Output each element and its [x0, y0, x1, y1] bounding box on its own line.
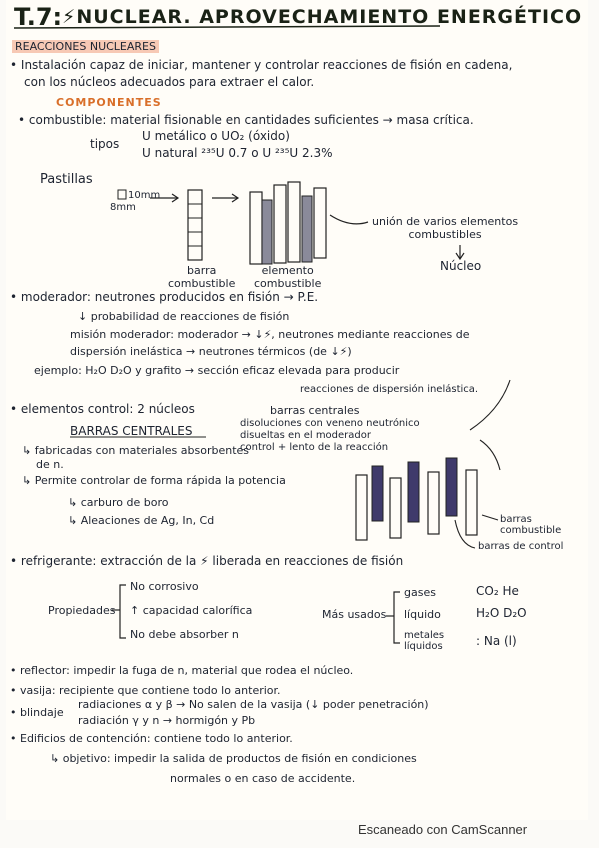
camscanner-footer: Escaneado con CamScanner [358, 822, 528, 837]
elemento-combustible-label: elemento combustible [254, 264, 322, 290]
barras-fabricadas-2: de n. [36, 458, 64, 471]
gases-label: gases [404, 586, 436, 599]
moderador-ejemplo2: reacciones de dispersión inelástica. [300, 384, 479, 395]
moderador-ejemplo: ejemplo: H₂O D₂O y grafito → sección eficaz elevada para producir [34, 364, 400, 377]
metales-values: : Na (l) [476, 634, 517, 648]
control-line1: • elementos control: 2 núcleos [10, 402, 195, 416]
barras-combustible-label: barras combustible [500, 514, 562, 536]
section-heading-reacciones: REACCIONES NUCLEARES [12, 40, 159, 53]
moderador-line3: misión moderador: moderador → ↓⚡, neutrones mediante reacciones de [70, 328, 470, 341]
tipo-2: U natural ²³⁵U 0.7 o U ²³⁵U 2.3% [142, 146, 333, 160]
gases-values: CO₂ He [476, 584, 519, 598]
propiedad-1: No corrosivo [130, 580, 199, 593]
metales-label: metales líquidos [404, 630, 445, 652]
reflector-line: • reflector: impedir la fuga de n, material que rodea el núcleo. [10, 664, 353, 677]
blindaje-line2: radiación γ y n → hormigón y Pb [78, 714, 256, 727]
barras-control-label: barras de control [478, 541, 564, 552]
combustible-line: • combustible: material fisionable en cantidades suficientes → masa crítica. [18, 113, 474, 127]
pellet-dim-2: 8mm [110, 202, 136, 213]
reacciones-line2: con los núcleos adecuados para extraer el calor. [24, 75, 315, 89]
propiedad-3: No debe absorber n [130, 628, 239, 641]
reacciones-line1: • Instalación capaz de iniciar, mantener y controlar reacciones de fisión en cadena, [10, 58, 512, 72]
barras-carburo: ↳ carburo de boro [68, 496, 169, 509]
control-sub3: disueltas en el moderador [240, 430, 371, 441]
propiedad-2: ↑ capacidad calorífica [130, 604, 253, 617]
union-label: unión de varios elementos combustibles [372, 215, 519, 241]
edificios-line: • Edificios de contención: contiene todo lo anterior. [10, 732, 293, 745]
componentes-heading: COMPONENTES [56, 96, 162, 109]
barra-combustible-label: barra combustible [168, 264, 236, 290]
moderador-line2: ↓ probabilidad de reacciones de fisión [78, 310, 290, 323]
control-sub2: disoluciones con veneno neutrónico [240, 418, 420, 429]
propiedades-label: Propiedades [48, 604, 116, 617]
mas-usados-label: Más usados [322, 608, 387, 621]
barras-aleaciones: ↳ Aleaciones de Ag, In, Cd [68, 514, 215, 527]
liquido-values: H₂O D₂O [476, 606, 527, 620]
barras-centrales-heading: BARRAS CENTRALES [70, 424, 193, 438]
pastillas-label: Pastillas [40, 172, 93, 187]
moderador-line1: • moderador: neutrones producidos en fisión → P.E. [10, 290, 318, 304]
blindaje-label: • blindaje [10, 706, 64, 719]
control-sub1: barras centrales [270, 404, 360, 417]
title-number: T.7: [14, 3, 63, 31]
refrigerante-line: • refrigerante: extracción de la ⚡ liberada en reacciones de fisión [10, 554, 403, 568]
vasija-line: • vasija: recipiente que contiene todo lo anterior. [10, 684, 281, 697]
moderador-line4: dispersión inelástica → neutrones térmicos (de ↓⚡) [70, 345, 352, 358]
blindaje-line1: radiaciones α y β → No salen de la vasija (↓ poder penetración) [78, 698, 429, 711]
page-title: ⚡NUCLEAR. APROVECHAMIENTO ENERGÉTICO [62, 6, 583, 28]
liquido-label: líquido [404, 608, 441, 621]
barras-permite: ↳ Permite controlar de forma rápida la potencia [22, 474, 286, 487]
nucleo-label: Núcleo [440, 259, 482, 273]
objetivo-line2: normales o en caso de accidente. [170, 772, 356, 785]
objetivo-line1: ↳ objetivo: impedir la salida de productos de fisión en condiciones [50, 752, 417, 765]
tipos-label: tipos [90, 137, 120, 151]
control-sub4: control + lento de la reacción [240, 442, 389, 453]
tipo-1: U metálico o UO₂ (óxido) [142, 129, 290, 143]
barras-fabricadas: ↳ fabricadas con materiales absorbentes [22, 444, 250, 457]
pellet-dim-1: 10mm [128, 190, 161, 201]
